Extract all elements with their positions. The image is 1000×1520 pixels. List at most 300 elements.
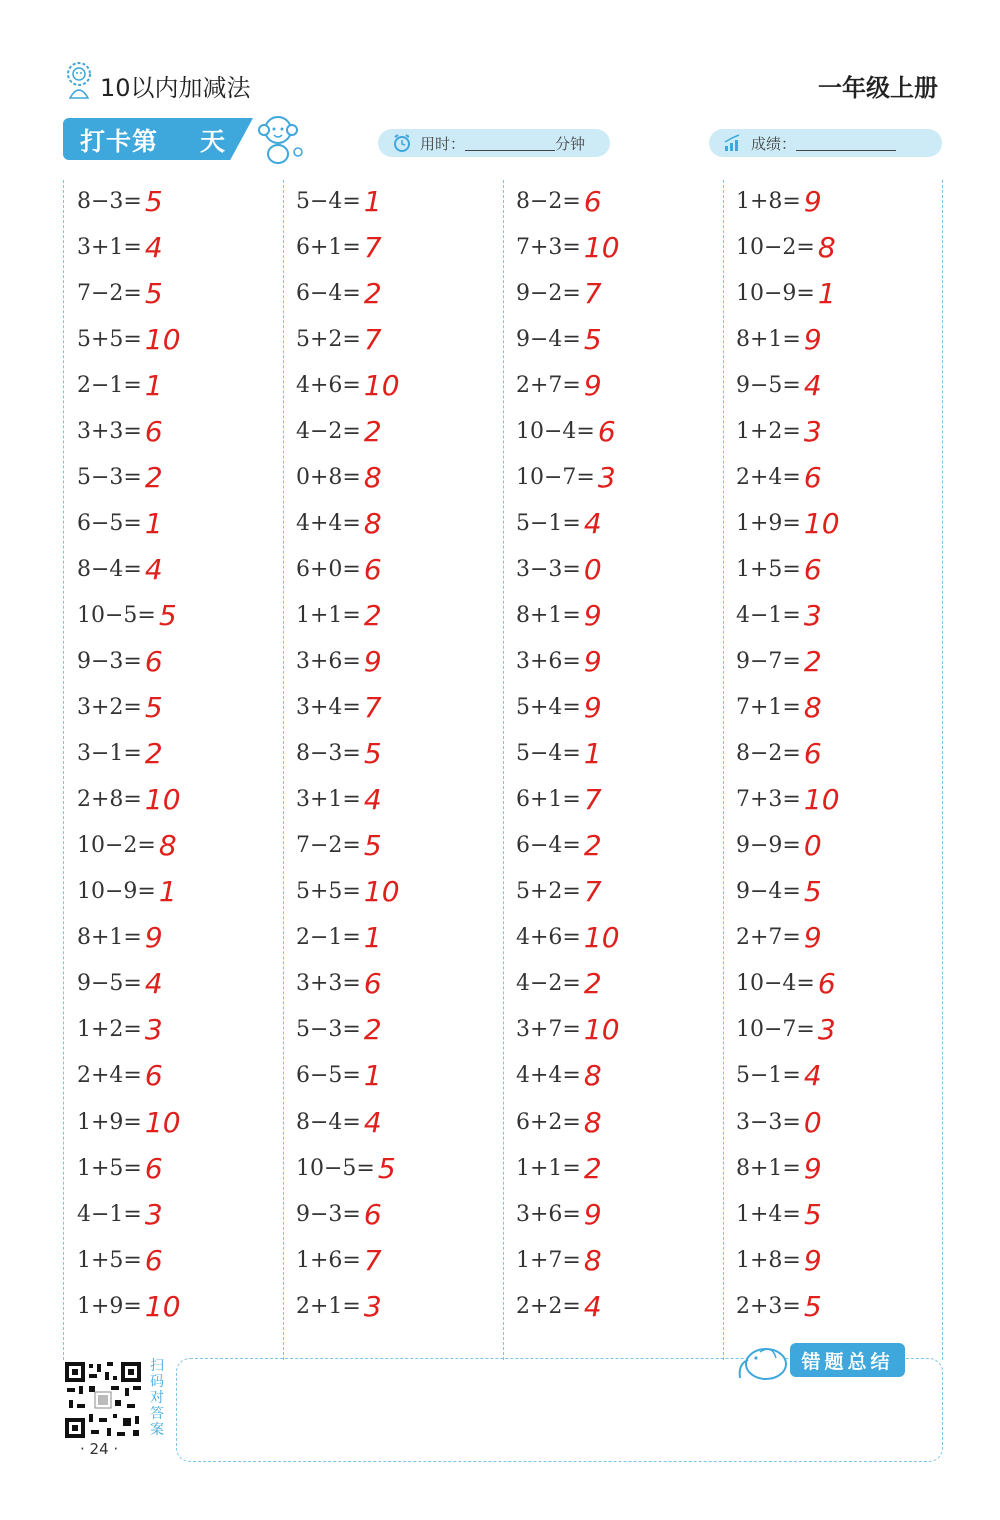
- problem-row: [736, 642, 822, 682]
- handwritten-answer[interactable]: 6: [583, 184, 602, 218]
- problem-row: [736, 227, 836, 267]
- problem-row: [77, 549, 163, 589]
- problem-equation: 8+1=: [516, 602, 581, 628]
- problem-equation: 9−9=: [736, 833, 801, 859]
- handwritten-answer[interactable]: 4: [363, 783, 382, 817]
- problem-row: [516, 1056, 602, 1096]
- problem-row: [516, 1240, 602, 1280]
- problem-equation: 3+3=: [296, 971, 361, 997]
- problem-row: [77, 780, 181, 820]
- problem-row: [296, 734, 382, 774]
- problem-equation: 1+9=: [736, 510, 801, 536]
- handwritten-answer[interactable]: 3: [144, 1197, 163, 1231]
- problem-row: [516, 1194, 602, 1234]
- problem-equation: 3+2=: [77, 695, 142, 721]
- problem-equation: 9−7=: [736, 649, 801, 674]
- handwritten-answer[interactable]: 10: [583, 230, 620, 264]
- handwritten-answer[interactable]: 1: [817, 276, 836, 310]
- handwritten-answer[interactable]: 9: [803, 1243, 822, 1277]
- handwritten-answer[interactable]: 5: [363, 829, 382, 863]
- handwritten-answer[interactable]: 10: [144, 1105, 181, 1139]
- handwritten-answer[interactable]: 5: [803, 875, 822, 909]
- handwritten-answer[interactable]: 3: [803, 414, 822, 448]
- problem-equation: 10−2=: [77, 833, 156, 859]
- problem-row: [516, 964, 602, 1004]
- handwritten-answer[interactable]: 6: [803, 737, 822, 771]
- problem-equation: 1+2=: [77, 1017, 142, 1043]
- handwritten-answer[interactable]: 5: [803, 1197, 822, 1231]
- handwritten-answer[interactable]: 2: [803, 645, 822, 678]
- problem-equation: 1+6=: [296, 1247, 361, 1273]
- problem-row: [516, 457, 616, 497]
- problem-equation: 4+6=: [296, 372, 361, 398]
- handwritten-answer[interactable]: 3: [363, 1289, 382, 1323]
- problem-row: [296, 1102, 382, 1142]
- problem-row: [77, 872, 177, 912]
- page-number: · 24 ·: [80, 1440, 119, 1458]
- grade-label: 一年级上册: [818, 74, 938, 102]
- problem-row: [296, 273, 382, 313]
- handwritten-answer[interactable]: 10: [583, 921, 620, 955]
- handwritten-answer[interactable]: 4: [144, 967, 163, 1001]
- problem-row: [77, 688, 163, 728]
- handwritten-answer[interactable]: 5: [144, 691, 163, 725]
- handwritten-answer[interactable]: 7: [583, 875, 602, 909]
- problem-equation: 5+5=: [77, 326, 142, 352]
- problem-equation: 4−1=: [77, 1201, 142, 1227]
- handwritten-answer[interactable]: 5: [377, 1151, 396, 1185]
- handwritten-answer[interactable]: 5: [144, 184, 163, 218]
- problem-equation: 8+1=: [736, 1155, 801, 1181]
- problem-row: [77, 1010, 163, 1050]
- book-title: 10以内加减法: [100, 74, 251, 102]
- problem-equation: 10−7=: [736, 1017, 815, 1043]
- problem-row: [736, 1102, 822, 1142]
- problem-row: [296, 964, 382, 1004]
- problem-row: [736, 273, 836, 313]
- problem-equation: 1+1=: [516, 1155, 581, 1181]
- handwritten-answer[interactable]: 8: [363, 460, 382, 494]
- handwritten-answer[interactable]: 5: [144, 276, 163, 310]
- problem-equation: 1+8=: [736, 188, 801, 214]
- problem-row: [296, 411, 382, 451]
- problem-row: [516, 642, 602, 682]
- qr-caption: 扫码对答案: [150, 1358, 164, 1438]
- handwritten-answer[interactable]: 10: [363, 368, 400, 402]
- problem-row: [516, 549, 602, 589]
- handwritten-answer[interactable]: 3: [817, 1013, 836, 1047]
- problem-equation: 4−2=: [296, 418, 361, 444]
- problem-equation: 2+1=: [296, 1293, 361, 1319]
- problem-equation: 8−2=: [516, 188, 581, 214]
- problem-row: [296, 595, 382, 635]
- problem-equation: 6−5=: [77, 510, 142, 536]
- handwritten-answer[interactable]: 3: [597, 460, 616, 494]
- problem-row: [77, 1102, 181, 1142]
- handwritten-answer[interactable]: 6: [803, 552, 822, 586]
- handwritten-answer[interactable]: 8: [583, 1059, 602, 1093]
- problem-equation: 6+1=: [516, 787, 581, 813]
- problem-row: [77, 595, 177, 635]
- problem-equation: 2+7=: [736, 925, 801, 951]
- handwritten-answer[interactable]: 2: [363, 598, 382, 632]
- mistake-summary-label: 错题总结: [790, 1343, 905, 1377]
- problem-equation: 4+4=: [516, 1063, 581, 1089]
- problem-equation: 5−3=: [77, 464, 142, 490]
- problem-row: [296, 1010, 382, 1050]
- handwritten-answer[interactable]: 0: [583, 552, 602, 586]
- problem-equation: 3+1=: [77, 234, 142, 260]
- problem-equation: 2−1=: [296, 925, 361, 951]
- problem-row: [296, 872, 400, 912]
- handwritten-answer[interactable]: 9: [144, 921, 163, 955]
- problem-equation: 3−3=: [516, 556, 581, 582]
- problem-row: [516, 503, 602, 543]
- handwritten-answer[interactable]: 4: [583, 1289, 602, 1323]
- problem-row: [516, 826, 602, 866]
- problem-equation: 7−2=: [296, 833, 361, 859]
- problem-row: [516, 273, 602, 313]
- handwritten-answer[interactable]: 7: [363, 1243, 382, 1277]
- handwritten-answer[interactable]: 6: [363, 552, 382, 586]
- handwritten-answer[interactable]: 1: [363, 1059, 382, 1093]
- handwritten-answer[interactable]: 8: [817, 230, 836, 264]
- handwritten-answer[interactable]: 9: [363, 645, 382, 678]
- problem-row: [77, 1056, 163, 1096]
- problem-row: [296, 457, 382, 497]
- problem-row: [736, 181, 822, 221]
- problem-row: [296, 365, 400, 405]
- problem-row: [296, 688, 382, 728]
- problem-equation: 9−4=: [736, 879, 801, 905]
- handwritten-answer[interactable]: 4: [144, 552, 163, 586]
- handwritten-answer[interactable]: 6: [144, 1059, 163, 1093]
- problem-equation: 10−5=: [77, 602, 156, 628]
- handwritten-answer[interactable]: 10: [144, 783, 181, 817]
- handwritten-answer[interactable]: 9: [803, 921, 822, 955]
- problem-row: [736, 1194, 822, 1234]
- problem-equation: 7+3=: [736, 787, 801, 813]
- handwritten-answer[interactable]: 5: [158, 598, 177, 632]
- handwritten-answer[interactable]: 5: [803, 1289, 822, 1323]
- problem-row: [296, 181, 382, 221]
- problem-row: [296, 227, 382, 267]
- handwritten-answer[interactable]: 10: [363, 875, 400, 909]
- column-divider: [283, 180, 284, 1360]
- problem-row: [516, 365, 602, 405]
- handwritten-answer[interactable]: 4: [144, 230, 163, 264]
- handwritten-answer[interactable]: 2: [583, 1151, 602, 1185]
- chart-icon: [723, 133, 743, 153]
- problem-equation: 2+8=: [77, 787, 142, 813]
- handwritten-answer[interactable]: 9: [583, 598, 602, 632]
- problem-equation: 10−9=: [736, 280, 815, 306]
- problem-row: [77, 1148, 163, 1188]
- handwritten-answer[interactable]: 8: [583, 1105, 602, 1139]
- handwritten-answer[interactable]: 10: [583, 1013, 620, 1047]
- problem-row: [296, 1056, 382, 1096]
- problem-equation: 3+3=: [77, 418, 142, 444]
- handwritten-answer[interactable]: 6: [144, 414, 163, 448]
- problem-row: [516, 319, 602, 359]
- problem-row: [77, 1194, 163, 1234]
- problem-equation: 1+7=: [516, 1247, 581, 1273]
- handwritten-answer[interactable]: 6: [803, 460, 822, 494]
- problem-equation: 8+1=: [736, 326, 801, 352]
- handwritten-answer[interactable]: 9: [583, 368, 602, 402]
- problem-equation: 3+6=: [296, 649, 361, 674]
- problem-equation: 9−2=: [516, 280, 581, 306]
- problem-equation: 3−3=: [736, 1109, 801, 1135]
- problem-equation: 7+3=: [516, 234, 581, 260]
- problem-equation: 8−3=: [77, 188, 142, 214]
- handwritten-answer[interactable]: 4: [363, 1105, 382, 1139]
- problem-equation: 5−4=: [296, 188, 361, 214]
- problem-row: [736, 1056, 822, 1096]
- handwritten-answer[interactable]: 9: [583, 691, 602, 725]
- problem-row: [516, 734, 602, 774]
- problem-row: [516, 1010, 620, 1050]
- problem-row: [736, 1240, 822, 1280]
- problem-equation: 4−1=: [736, 602, 801, 628]
- problem-equation: 1+4=: [736, 1201, 801, 1227]
- handwritten-answer[interactable]: 9: [803, 1151, 822, 1185]
- handwritten-answer[interactable]: 9: [583, 645, 602, 678]
- column-divider: [63, 180, 64, 1360]
- problem-equation: 8−4=: [77, 556, 142, 582]
- problem-equation: 3+1=: [296, 787, 361, 813]
- column-divider: [723, 180, 724, 1360]
- problem-row: [516, 411, 616, 451]
- problem-row: [516, 918, 620, 958]
- handwritten-answer[interactable]: 3: [144, 1013, 163, 1047]
- problem-equation: 2+2=: [516, 1293, 581, 1319]
- time-input-line[interactable]: [465, 136, 555, 151]
- handwritten-answer[interactable]: 6: [144, 645, 163, 678]
- handwritten-answer[interactable]: 2: [363, 414, 382, 448]
- problem-row: [296, 549, 382, 589]
- handwritten-answer[interactable]: 7: [583, 783, 602, 817]
- handwritten-answer[interactable]: 10: [803, 506, 840, 540]
- problem-equation: 4+6=: [516, 925, 581, 951]
- problem-equation: 7+1=: [736, 695, 801, 721]
- problem-equation: 1+5=: [77, 1247, 142, 1273]
- problem-equation: 10−9=: [77, 879, 156, 905]
- handwritten-answer[interactable]: 6: [363, 967, 382, 1001]
- handwritten-answer[interactable]: 8: [583, 1243, 602, 1277]
- problem-equation: 5−1=: [516, 510, 581, 536]
- handwritten-answer[interactable]: 7: [363, 230, 382, 264]
- problem-row: [296, 642, 382, 682]
- handwritten-answer[interactable]: 5: [583, 322, 602, 356]
- problem-row: [736, 1148, 822, 1188]
- problem-equation: 4+4=: [296, 510, 361, 536]
- qr-code-icon[interactable]: [63, 1360, 143, 1440]
- punch-in-text: [80, 122, 226, 158]
- problem-row: [736, 319, 822, 359]
- problem-equation: 6−5=: [296, 1063, 361, 1089]
- problem-row: [736, 734, 822, 774]
- handwritten-answer[interactable]: 10: [803, 783, 840, 817]
- elephant-icon: [732, 1338, 792, 1384]
- column-divider: [942, 180, 943, 1360]
- handwritten-answer[interactable]: 4: [803, 368, 822, 402]
- problem-equation: 9−5=: [736, 372, 801, 398]
- handwritten-answer[interactable]: 7: [363, 691, 382, 725]
- handwritten-answer[interactable]: 9: [803, 322, 822, 356]
- problem-equation: 2−1=: [77, 372, 142, 398]
- problem-equation: 10−5=: [296, 1155, 375, 1181]
- problem-equation: 9−3=: [296, 1201, 361, 1227]
- problem-row: [736, 1010, 836, 1050]
- problem-equation: 2+3=: [736, 1293, 801, 1319]
- handwritten-answer[interactable]: 1: [583, 737, 602, 771]
- problem-row: [296, 1286, 382, 1326]
- problem-row: [516, 780, 602, 820]
- problem-equation: 5−3=: [296, 1017, 361, 1043]
- problem-row: [77, 734, 163, 774]
- problem-row: [296, 319, 382, 359]
- problem-row: [77, 503, 163, 543]
- problem-row: [516, 1286, 602, 1326]
- problem-row: [736, 872, 822, 912]
- problem-equation: 1+9=: [77, 1109, 142, 1135]
- problem-row: [77, 457, 163, 497]
- problem-equation: 5+2=: [516, 879, 581, 905]
- problem-row: [736, 688, 822, 728]
- problem-row: [77, 642, 163, 682]
- handwritten-answer[interactable]: 7: [583, 276, 602, 310]
- score-input-line[interactable]: [796, 136, 896, 151]
- handwritten-answer[interactable]: 6: [817, 967, 836, 1001]
- handwritten-answer[interactable]: 6: [144, 1243, 163, 1277]
- problem-equation: 9−4=: [516, 326, 581, 352]
- problem-row: [736, 918, 822, 958]
- problem-equation: 10−7=: [516, 464, 595, 490]
- handwritten-answer[interactable]: 7: [363, 322, 382, 356]
- problem-equation: 3−1=: [77, 741, 142, 767]
- handwritten-answer[interactable]: 4: [583, 506, 602, 540]
- handwritten-answer[interactable]: 8: [363, 506, 382, 540]
- problem-equation: 6+1=: [296, 234, 361, 260]
- handwritten-answer[interactable]: 1: [144, 368, 163, 402]
- problem-equation: 8−4=: [296, 1109, 361, 1135]
- problem-row: [296, 1194, 382, 1234]
- problem-row: [77, 227, 163, 267]
- handwritten-answer[interactable]: 6: [144, 1151, 163, 1185]
- problem-equation: 6+0=: [296, 556, 361, 582]
- problem-equation: 5+2=: [296, 326, 361, 352]
- handwritten-answer[interactable]: 1: [158, 875, 177, 909]
- score-field: [709, 129, 942, 157]
- problem-equation: 6−4=: [296, 280, 361, 306]
- problem-equation: 2+4=: [77, 1063, 142, 1089]
- problem-row: [516, 181, 602, 221]
- problem-equation: 8−3=: [296, 741, 361, 767]
- problem-row: [736, 595, 822, 635]
- problem-equation: 6+2=: [516, 1109, 581, 1135]
- problem-row: [736, 457, 822, 497]
- handwritten-answer[interactable]: 9: [583, 1197, 602, 1231]
- handwritten-answer[interactable]: 0: [803, 829, 822, 863]
- handwritten-answer[interactable]: 3: [803, 598, 822, 632]
- problem-row: [77, 1286, 181, 1326]
- time-field: [378, 129, 610, 157]
- problem-equation: 3+6=: [516, 649, 581, 674]
- problem-row: [77, 1240, 163, 1280]
- handwritten-answer[interactable]: 2: [583, 967, 602, 1001]
- handwritten-answer[interactable]: 1: [144, 506, 163, 540]
- problem-row: [77, 273, 163, 313]
- handwritten-answer[interactable]: 1: [363, 184, 382, 218]
- problem-equation: 3+6=: [516, 1201, 581, 1227]
- problem-equation: 0+8=: [296, 464, 361, 490]
- problem-row: [296, 918, 382, 958]
- problem-equation: 3+4=: [296, 695, 361, 721]
- problem-equation: 5−4=: [516, 741, 581, 767]
- handwritten-answer[interactable]: 1: [363, 921, 382, 955]
- handwritten-answer[interactable]: 9: [803, 184, 822, 218]
- problem-row: [296, 780, 382, 820]
- problem-row: [736, 503, 840, 543]
- problem-row: [516, 1148, 602, 1188]
- time-unit: 分钟: [555, 134, 586, 153]
- problem-row: [516, 227, 620, 267]
- problem-row: [516, 595, 602, 635]
- column-divider: [503, 180, 504, 1360]
- problem-equation: 10−4=: [516, 418, 595, 444]
- problem-equation: 8−2=: [736, 741, 801, 767]
- problem-equation: 9−5=: [77, 971, 142, 997]
- handwritten-answer[interactable]: 5: [363, 737, 382, 771]
- handwritten-answer[interactable]: 6: [597, 414, 616, 448]
- handwritten-answer[interactable]: 10: [144, 1289, 181, 1323]
- handwritten-answer[interactable]: 2: [363, 276, 382, 310]
- problem-row: [296, 826, 382, 866]
- punch-suffix: 天: [200, 127, 227, 156]
- handwritten-answer[interactable]: 2: [144, 460, 163, 494]
- problem-equation: 5−1=: [736, 1063, 801, 1089]
- problem-equation: 7−2=: [77, 280, 142, 306]
- handwritten-answer[interactable]: 10: [144, 322, 181, 356]
- handwritten-answer[interactable]: 8: [158, 829, 177, 863]
- handwritten-answer[interactable]: 2: [583, 829, 602, 863]
- handwritten-answer[interactable]: 2: [363, 1013, 382, 1047]
- problem-row: [736, 964, 836, 1004]
- handwritten-answer[interactable]: 6: [363, 1197, 382, 1231]
- problem-row: [77, 411, 163, 451]
- problem-row: [77, 826, 177, 866]
- problem-row: [77, 365, 163, 405]
- problem-equation: 5+4=: [516, 695, 581, 721]
- time-label: 用时：: [420, 134, 466, 153]
- problem-equation: 5+5=: [296, 879, 361, 905]
- clock-icon: [392, 133, 412, 153]
- handwritten-answer[interactable]: 2: [144, 737, 163, 771]
- handwritten-answer[interactable]: 4: [803, 1059, 822, 1093]
- handwritten-answer[interactable]: 0: [803, 1105, 822, 1139]
- problem-row: [736, 365, 822, 405]
- handwritten-answer[interactable]: 8: [803, 691, 822, 725]
- problem-row: [296, 1240, 382, 1280]
- problem-row: [516, 1102, 602, 1142]
- score-label: 成绩：: [751, 134, 797, 153]
- problem-equation: 8+1=: [77, 925, 142, 951]
- problem-row: [77, 319, 181, 359]
- problem-equation: 1+1=: [296, 602, 361, 628]
- problem-row: [77, 918, 163, 958]
- problem-row: [736, 1286, 822, 1326]
